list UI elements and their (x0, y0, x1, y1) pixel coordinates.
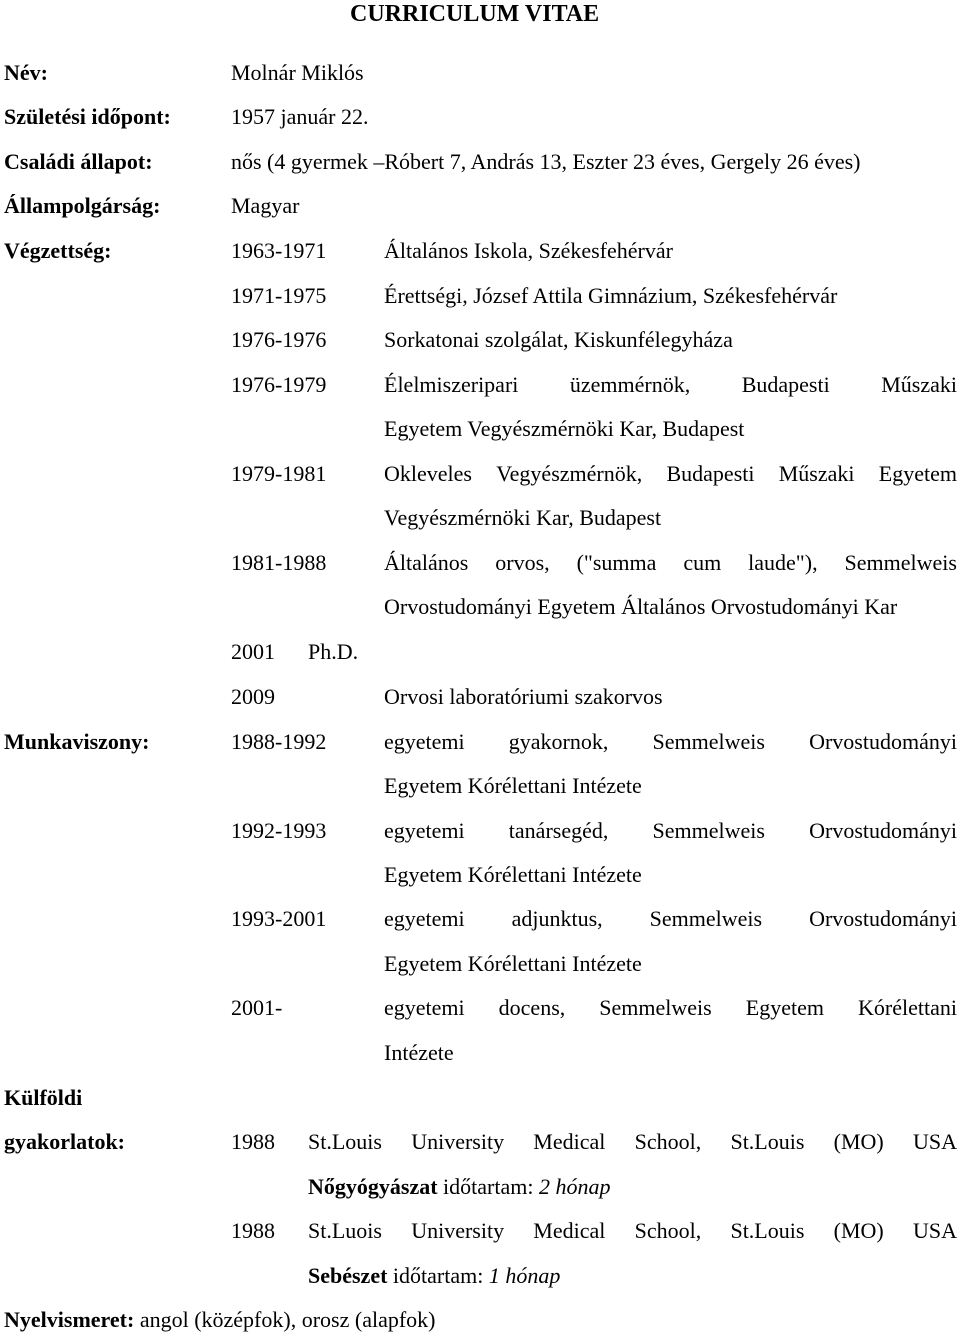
word: egyetemi (384, 995, 465, 1020)
family-label: Családi állapot: (4, 149, 153, 174)
word: ("summa (576, 550, 657, 575)
employment-text-line2: Intézete (384, 1040, 454, 1065)
education-label: Végzettség: (4, 238, 112, 263)
word: Okleveles (384, 461, 472, 486)
word: Általános (384, 550, 469, 575)
birth-label: Születési időpont: (4, 104, 171, 129)
practice-label-line1: Külföldi (4, 1085, 83, 1110)
word: (MO) (833, 1129, 884, 1154)
word: USA (912, 1129, 957, 1154)
education-years: 1979-1981 (231, 461, 327, 486)
education-text-line1 (384, 463, 957, 485)
employment-text-line2: Egyetem Kórélettani Intézete (384, 773, 642, 798)
practice-text-line1 (308, 1220, 957, 1242)
languages-value: angol (középfok), orosz (alapfok) (134, 1307, 436, 1332)
education-text: Általános Iskola, Székesfehérvár (384, 238, 673, 263)
word: Semmelweis (599, 995, 712, 1020)
education-text-line2: Vegyészmérnöki Kar, Budapest (384, 505, 662, 530)
languages-line (4, 1309, 436, 1331)
education-text: Érettségi, József Attila Gimnázium, Székesfehérvár (384, 283, 838, 308)
word: Orvostudományi (809, 906, 957, 931)
word: laude"), (748, 550, 818, 575)
education-years: 1976-1976 (231, 327, 327, 352)
word: Műszaki (881, 372, 957, 397)
employment-text-line2: Egyetem Kórélettani Intézete (384, 951, 642, 976)
word: Élelmiszeripari (384, 372, 519, 397)
word: tanársegéd, (508, 818, 609, 843)
birth-value: 1957 január 22. (231, 104, 369, 129)
practice-label-line2: gyakorlatok: (4, 1129, 125, 1154)
word: docens, (498, 995, 566, 1020)
employment-label: Munkaviszony: (4, 729, 150, 754)
word: University (411, 1218, 505, 1243)
employment-years: 1988-1992 (231, 729, 327, 754)
education-text-line2: Egyetem Vegyészmérnöki Kar, Budapest (384, 416, 745, 441)
word: St.Louis (730, 1129, 805, 1154)
duration-value: 2 hónap (538, 1174, 611, 1199)
word: egyetemi (384, 729, 465, 754)
word: Orvostudományi (809, 729, 957, 754)
education-year: 2001 (231, 639, 275, 664)
education-text-line1 (384, 374, 957, 396)
name-label: Név: (4, 60, 48, 85)
education-text-line1 (384, 552, 957, 574)
word: Műszaki (778, 461, 855, 486)
word: St.Luois (308, 1218, 382, 1243)
employment-years: 1993-2001 (231, 906, 327, 931)
employment-text-line1 (384, 820, 957, 842)
education-years: 1976-1979 (231, 372, 327, 397)
word: (MO) (833, 1218, 884, 1243)
practice-field: Sebészet (308, 1263, 388, 1288)
word: Semmelweis (649, 906, 763, 931)
practice-detail (308, 1176, 610, 1198)
citizenship-label: Állampolgárság: (4, 193, 161, 218)
languages-label: Nyelvismeret: (4, 1307, 135, 1332)
word: Kórélettani (858, 995, 957, 1020)
word: School, (634, 1129, 702, 1154)
word: Budapesti (666, 461, 755, 486)
duration-label: időtartam: (387, 1263, 489, 1288)
word: University (411, 1129, 505, 1154)
word: orvos, (495, 550, 550, 575)
word: adjunktus, (511, 906, 603, 931)
education-years: 1963-1971 (231, 238, 327, 263)
word: egyetemi (384, 818, 465, 843)
family-value: nős (4 gyermek –Róbert 7, András 13, Eszter 23 éves, Gergely 26 éves) (231, 149, 861, 174)
word: St.Louis (308, 1129, 382, 1154)
employment-years: 1992-1993 (231, 818, 327, 843)
employment-text-line1 (384, 997, 957, 1019)
name-value: Molnár Miklós (231, 60, 364, 85)
citizenship-value: Magyar (231, 193, 300, 218)
word: School, (634, 1218, 702, 1243)
education-years: 1971-1975 (231, 283, 327, 308)
page-title: CURRICULUM VITAE (350, 1, 600, 27)
practice-detail (308, 1265, 560, 1287)
word: USA (912, 1218, 957, 1243)
practice-year: 1988 (231, 1129, 275, 1154)
word: üzemmérnök, (569, 372, 691, 397)
word: Medical (533, 1218, 606, 1243)
word: Semmelweis (844, 550, 957, 575)
employment-text-line2: Egyetem Kórélettani Intézete (384, 862, 642, 887)
word: Egyetem (745, 995, 824, 1020)
word: Semmelweis (652, 818, 765, 843)
word: Semmelweis (652, 729, 765, 754)
word: cum (683, 550, 722, 575)
word: Budapesti (741, 372, 830, 397)
education-text: Orvosi laboratóriumi szakorvos (384, 684, 663, 709)
word: gyakornok, (508, 729, 609, 754)
duration-value: 1 hónap (488, 1263, 561, 1288)
practice-text-line1 (308, 1131, 957, 1153)
education-text: Sorkatonai szolgálat, Kiskunfélegyháza (384, 327, 733, 352)
employment-text-line1 (384, 731, 957, 753)
practice-year: 1988 (231, 1218, 275, 1243)
word: Medical (533, 1129, 606, 1154)
duration-label: időtartam: (437, 1174, 539, 1199)
word: Egyetem (878, 461, 957, 486)
education-years: 1981-1988 (231, 550, 327, 575)
education-text: Ph.D. (308, 639, 359, 664)
employment-years: 2001- (231, 995, 283, 1020)
word: Orvostudományi (809, 818, 957, 843)
education-years: 2009 (231, 684, 275, 709)
practice-field: Nőgyógyászat (308, 1174, 438, 1199)
employment-text-line1 (384, 908, 957, 930)
education-text-line2: Orvostudományi Egyetem Általános Orvostudományi Kar (384, 594, 898, 619)
word: St.Louis (730, 1218, 805, 1243)
word: Vegyészmérnök, (496, 461, 643, 486)
word: egyetemi (384, 906, 465, 931)
